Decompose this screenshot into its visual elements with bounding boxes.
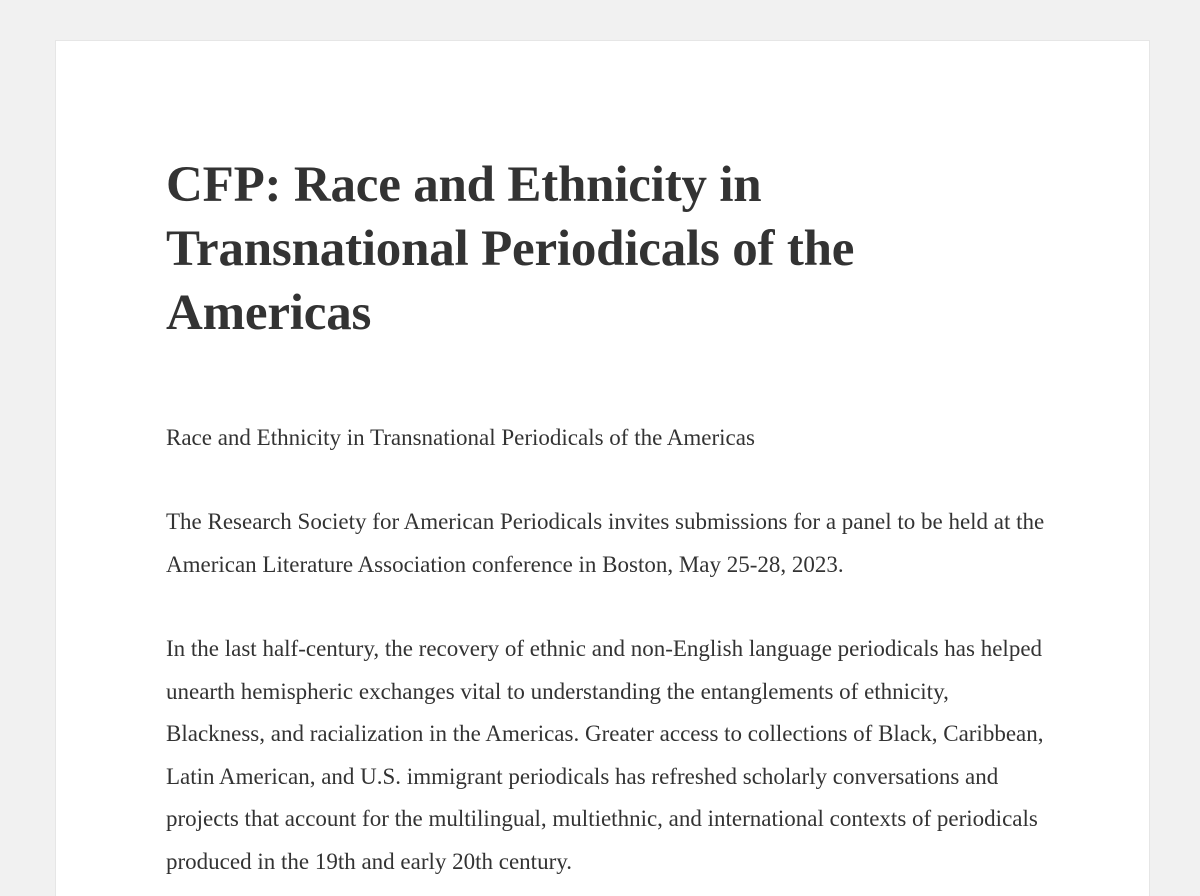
article-subtitle: Race and Ethnicity in Transnational Periodicals of the Americas (166, 425, 755, 450)
article-paragraph-2: In the last half-century, the recovery of ethnic and non-English language periodicals has helped unearth hemispheric exchanges vital to understanding the entanglements of ethnicity, Blackness, and racialization in the Americas. Greater access to collections of Black, Caribbean, Latin American, and U.S. immigrant periodicals has refreshed scholarly conversations and projects that account for the multilingual, multiethnic, and international contexts of periodicals produced in the 19th and early 20th century. (166, 636, 1044, 874)
article-page (55, 40, 1150, 896)
article-paragraph-1: The Research Society for American Periodicals invites submissions for a panel to be held at the American Literature Association conference in Boston, May 25-28, 2023. (166, 509, 1045, 577)
article-content (166, 153, 1046, 883)
article-title: CFP: Race and Ethnicity in Transnational Periodicals of the Americas (166, 157, 855, 341)
